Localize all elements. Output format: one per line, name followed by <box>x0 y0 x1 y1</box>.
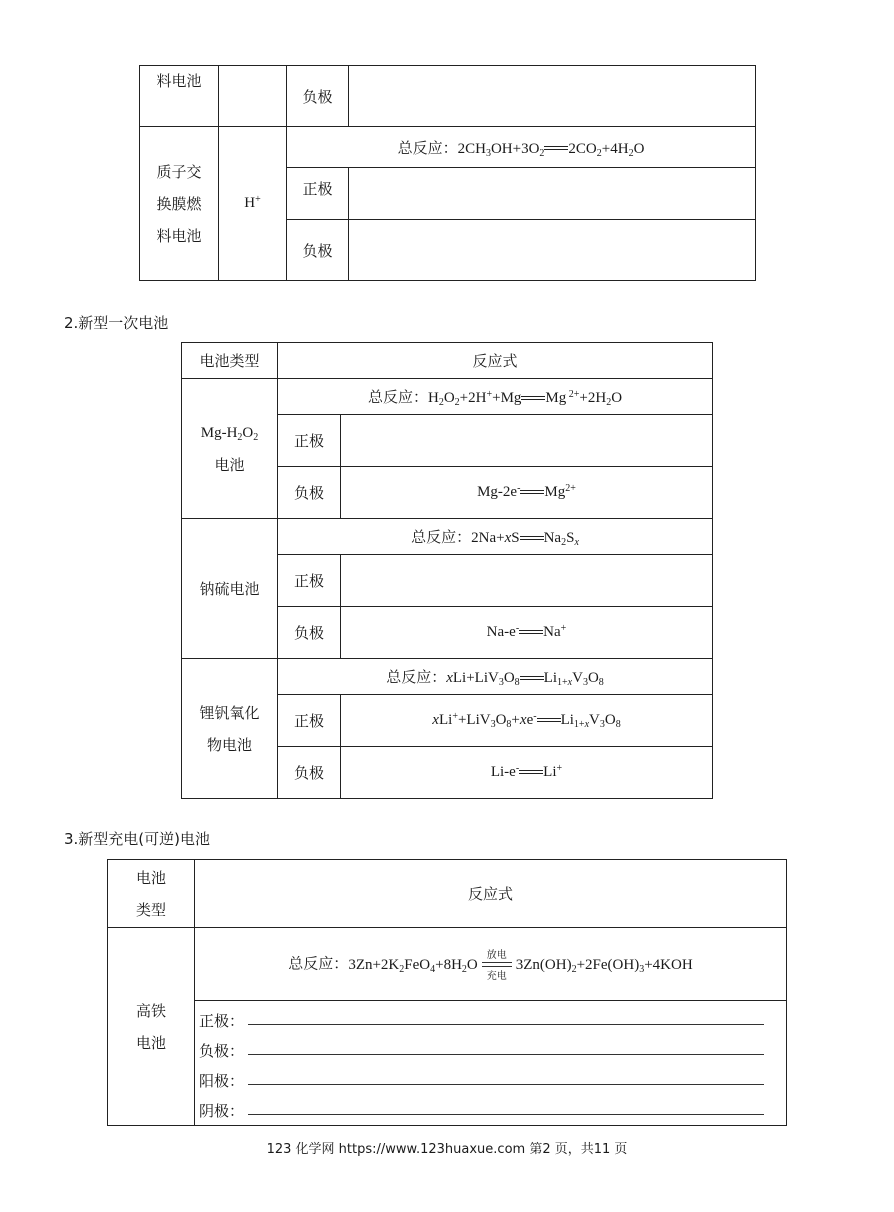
discharge-label: 放电 <box>486 950 507 961</box>
ion-cell-empty <box>219 66 287 127</box>
li-v-oxide-battery-name <box>182 659 278 799</box>
mg-positive-answer[interactable] <box>341 415 713 467</box>
li-negative-reaction: Li-e- Li+ <box>341 747 713 799</box>
charge-label: 充电 <box>486 971 507 982</box>
mg-name-line-2: 电池 <box>214 455 245 474</box>
page-footer: 123 化学网 https://www.123huaxue.com 第2 页，共11 页 <box>266 1142 628 1157</box>
primary-battery-table <box>181 342 713 799</box>
pem-type-line-1: 质子交 <box>156 162 202 181</box>
fill-line-cathode[interactable] <box>248 1113 764 1115</box>
li-positive-reaction: $xLi^++LiV_3O_8+xe^-$ $Li_{1+x}V_3O_8$ <box>341 695 713 747</box>
mg-positive-label: 正极 <box>278 415 341 467</box>
fill-label-anode: 阳极： <box>199 1072 245 1090</box>
mg-negative-reaction: Mg-2e- $Mg^{2+}$ <box>341 467 713 519</box>
col-type-line-2: 类型 <box>135 900 166 919</box>
na-total-reaction: 总反应：2Na+xS $Na_2S_x$ <box>278 519 713 555</box>
total-reaction-label: 总反应： <box>288 954 349 973</box>
negative-electrode-answer[interactable] <box>349 66 756 127</box>
li-total-reaction: 总反应：$xLi+LiV_3O_8$ $Li_{1+x}V_3O_8$ <box>278 659 713 695</box>
pem-ion: H+ <box>219 127 287 281</box>
fe-name-line-1: 高铁 <box>135 1001 166 1020</box>
col-type-line-1: 电池 <box>135 868 166 887</box>
fill-row-positive <box>195 1001 786 1031</box>
reversible-arrow-icon <box>480 946 514 982</box>
fill-line-negative[interactable] <box>248 1053 764 1055</box>
fe-name-line-2: 电池 <box>135 1033 166 1052</box>
pem-negative-label: 负极 <box>287 220 349 281</box>
pem-negative-answer[interactable] <box>349 220 756 281</box>
na-positive-answer[interactable] <box>341 555 713 607</box>
na-positive-label: 正极 <box>278 555 341 607</box>
fill-row-anode <box>195 1061 786 1091</box>
pem-positive-answer[interactable] <box>349 168 756 220</box>
fill-line-positive[interactable] <box>248 1023 764 1025</box>
fill-label-positive: 正极： <box>199 1012 245 1030</box>
mg-negative-label: 负极 <box>278 467 341 519</box>
pem-fuel-cell-type <box>140 127 219 281</box>
na-s-battery-name: 钠硫电池 <box>182 519 278 659</box>
ferrate-total-reaction: 总反应：$3Zn+2K_2FeO_4+8H_2O$ 放电 充电 $3Zn(OH)_2+2Fe(OH)_3+4KOH$ <box>195 928 787 1001</box>
section-3-heading: 3.新型充电(可逆)电池 <box>64 830 211 848</box>
fill-row-negative <box>195 1031 786 1061</box>
negative-electrode-label: 负极 <box>287 66 349 127</box>
total-reaction-label: 总反应： <box>386 668 447 686</box>
li-negative-label: 负极 <box>278 747 341 799</box>
li-positive-label: 正极 <box>278 695 341 747</box>
pem-type-line-3: 料电池 <box>156 226 202 245</box>
mg-total-reaction: 总反应：$H_2O_2+2H^++Mg$ Mg $^{2+}+2H_2O$ <box>278 379 713 415</box>
total-reaction-label: 总反应： <box>397 138 458 157</box>
na-negative-label: 负极 <box>278 607 341 659</box>
li-name-line-1: 锂钒氧化 <box>199 703 260 722</box>
fuel-cell-type-tail: 料电池 <box>140 66 219 127</box>
li-name-line-2: 物电池 <box>206 735 252 754</box>
fill-label-negative: 负极： <box>199 1042 245 1060</box>
col-header-type <box>108 860 195 928</box>
col-header-reaction: 反应式 <box>195 860 787 928</box>
fill-line-anode[interactable] <box>248 1083 764 1085</box>
col-header-reaction: 反应式 <box>278 343 713 379</box>
fill-row-cathode <box>195 1091 786 1121</box>
section-2-heading: 2.新型一次电池 <box>64 314 169 332</box>
rechargeable-battery-table <box>107 859 787 1126</box>
total-reaction-label: 总反应： <box>411 528 472 546</box>
pem-type-line-2: 换膜燃 <box>156 194 202 213</box>
ferrate-fill-area <box>195 1001 787 1126</box>
mg-name-line-1: $Mg-H_2O_2$ <box>200 424 259 443</box>
total-reaction-label: 总反应： <box>367 388 428 406</box>
col-header-type: 电池类型 <box>182 343 278 379</box>
ferrate-battery-name <box>108 928 195 1126</box>
fuel-cell-table-continued <box>139 65 756 281</box>
fill-label-cathode: 阴极： <box>199 1102 245 1120</box>
na-negative-reaction: Na-e- Na+ <box>341 607 713 659</box>
pem-total-reaction: 总反应：$2CH_3OH+3O_2$ $2CO_2+4H_2O$ <box>287 127 756 168</box>
mg-h2o2-battery-name <box>182 379 278 519</box>
pem-positive-label: 正极 <box>287 168 349 220</box>
